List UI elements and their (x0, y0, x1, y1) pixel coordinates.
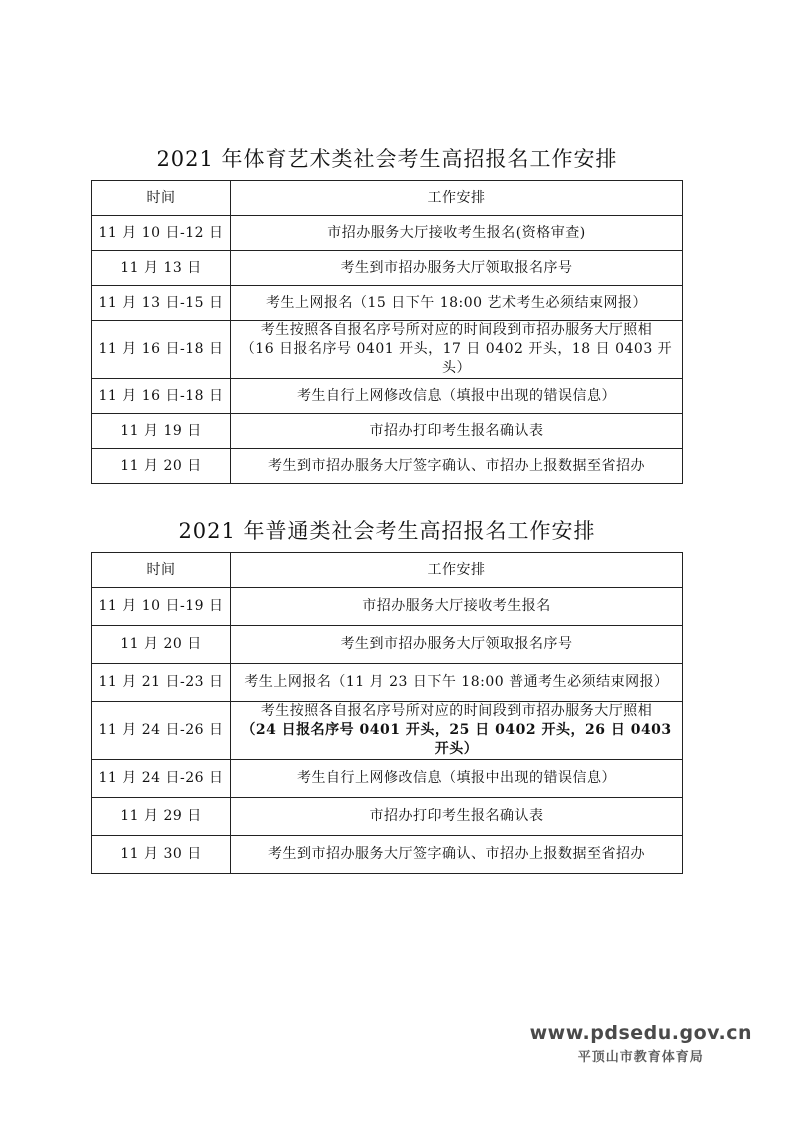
row-work-line1: 考生按照各自报名序号所对应的时间段到市招办服务大厅照相 (260, 703, 653, 719)
row-time: 11 月 20 日 (92, 449, 231, 484)
header-work: 工作安排 (231, 181, 683, 216)
table-header-row (92, 181, 683, 216)
header-work: 工作安排 (231, 553, 683, 588)
header-time: 时间 (92, 181, 231, 216)
row-time: 11 月 29 日 (92, 798, 231, 836)
row-work: 考生到市招办服务大厅签字确认、市招办上报数据至省招办 (231, 449, 683, 484)
table-row (92, 321, 683, 379)
row-time: 11 月 21 日-23 日 (92, 664, 231, 702)
row-work: 市招办打印考生报名确认表 (231, 414, 683, 449)
table-row (92, 836, 683, 874)
table-row (92, 251, 683, 286)
row-time: 11 月 20 日 (92, 626, 231, 664)
row-work (231, 321, 683, 379)
row-time: 11 月 30 日 (92, 836, 231, 874)
table-row (92, 449, 683, 484)
table-row (92, 588, 683, 626)
table-header-row (92, 553, 683, 588)
table-row (92, 626, 683, 664)
table-row (92, 664, 683, 702)
table-row (92, 760, 683, 798)
row-time: 11 月 19 日 (92, 414, 231, 449)
row-time: 11 月 24 日-26 日 (92, 702, 231, 760)
row-time: 11 月 16 日-18 日 (92, 321, 231, 379)
row-work: 考生上网报名（11 月 23 日下午 18:00 普通考生必须结束网报） (231, 664, 683, 702)
row-time: 11 月 13 日 (92, 251, 231, 286)
table-row (92, 379, 683, 414)
row-time: 11 月 10 日-12 日 (92, 216, 231, 251)
table-row (92, 216, 683, 251)
row-work: 考生到市招办服务大厅领取报名序号 (231, 626, 683, 664)
row-work-line1: 考生按照各自报名序号所对应的时间段到市招办服务大厅照相 (260, 322, 653, 338)
row-work: 考生到市招办服务大厅领取报名序号 (231, 251, 683, 286)
row-time: 11 月 16 日-18 日 (92, 379, 231, 414)
row-work: 市招办打印考生报名确认表 (231, 798, 683, 836)
row-work: 市招办服务大厅接收考生报名 (231, 588, 683, 626)
row-time: 11 月 10 日-19 日 (92, 588, 231, 626)
watermark-url: www.pdsedu.gov.cn (529, 1022, 752, 1044)
row-work (231, 702, 683, 760)
schedule-table-general (91, 552, 683, 874)
row-work-line2: （16 日报名序号 0401 开头，17 日 0402 开头，18 日 0403 开头） (240, 341, 673, 376)
table-row (92, 286, 683, 321)
row-work: 市招办服务大厅接收考生报名(资格审查) (231, 216, 683, 251)
header-time: 时间 (92, 553, 231, 588)
row-work: 考生到市招办服务大厅签字确认、市招办上报数据至省招办 (231, 836, 683, 874)
row-time: 11 月 24 日-26 日 (92, 760, 231, 798)
row-time: 11 月 13 日-15 日 (92, 286, 231, 321)
watermark (530, 1022, 752, 1065)
table-row (92, 414, 683, 449)
table-row (92, 702, 683, 760)
section1-title: 2021 年体育艺术类社会考生高招报名工作安排 (156, 147, 618, 171)
watermark-org-name: 平顶山市教育体育局 (577, 1050, 704, 1065)
table-row (92, 798, 683, 836)
row-work-line2: （24 日报名序号 0401 开头，25 日 0402 开头，26 日 0403 开头） (241, 722, 672, 757)
schedule-table-art-sports (91, 180, 683, 484)
row-work: 考生上网报名（15 日下午 18:00 艺术考生必须结束网报） (231, 286, 683, 321)
row-work: 考生自行上网修改信息（填报中出现的错误信息） (231, 760, 683, 798)
section2-title: 2021 年普通类社会考生高招报名工作安排 (178, 519, 596, 543)
row-work: 考生自行上网修改信息（填报中出现的错误信息） (231, 379, 683, 414)
